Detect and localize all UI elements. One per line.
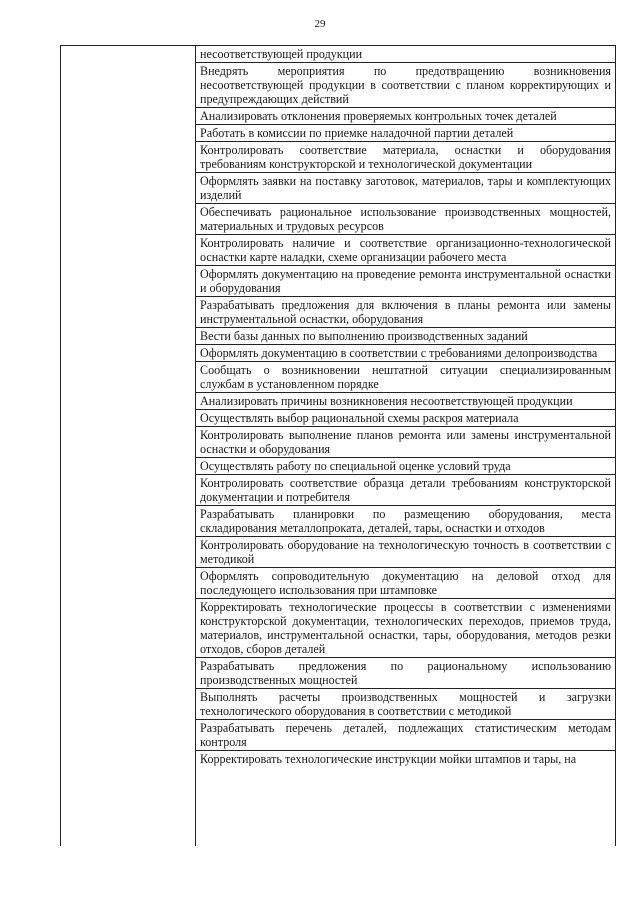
- table-row: Работать в комиссии по приемке наладочной партии деталей: [196, 125, 615, 142]
- table-row: Разрабатывать перечень деталей, подлежащих статистическим методам контроля: [196, 720, 615, 751]
- table-row: Разрабатывать планировки по размещению оборудования, места складирования металлопроката, деталей, тары, оснастки и отходов: [196, 506, 615, 537]
- table-row: Корректировать технологические инструкции мойки штампов и тары, на: [200, 752, 577, 766]
- table-row: Выполнять расчеты производственных мощностей и загрузки технологического оборудования в соответствии с методикой: [196, 689, 615, 720]
- table-row: Разрабатывать предложения для включения в планы ремонта или замены инструментальной оснастки, оборудования: [196, 297, 615, 328]
- table-row: Осуществлять работу по специальной оценке условий труда: [196, 458, 615, 475]
- table-right-column: [196, 46, 615, 846]
- table-row: Обеспечивать рациональное использование производственных мощностей, материальных и трудовых ресурсов: [196, 204, 615, 235]
- table-row: Корректировать технологические процессы в соответствии с изменениями конструкторской документации, технологических переходов, приемов труда, материалов, инструментальной оснастки, тары, оборудования, методов резки отходов, сборов деталей: [196, 599, 615, 658]
- table-row: Контролировать соответствие образца детали требованиям конструкторской документации и потребителя: [196, 475, 615, 506]
- table-row: Оформлять сопроводительную документацию на деловой отход для последующего использования при штамповке: [196, 568, 615, 599]
- table-row: Оформлять документацию на проведение ремонта инструментальной оснастки и оборудования: [196, 266, 615, 297]
- table-row: Контролировать оборудование на технологическую точность в соответствии с методикой: [196, 537, 615, 568]
- table-row: Анализировать причины возникновения несоответствующей продукции: [196, 393, 615, 410]
- table-row: Сообщать о возникновении нештатной ситуации специализированным службам в установленном порядке: [196, 362, 615, 393]
- table-row: Вести базы данных по выполнению производственных заданий: [196, 328, 615, 345]
- table-row: Осуществлять выбор рациональной схемы раскроя материала: [196, 410, 615, 427]
- table-row: Оформлять заявки на поставку заготовок, материалов, тары и комплектующих изделий: [196, 173, 615, 204]
- table-row: Контролировать соответствие материала, оснастки и оборудования требованиям конструкторской и технологической документации: [196, 142, 615, 173]
- page-number: 29: [314, 18, 326, 30]
- table-row: Оформлять документацию в соответствии с требованиями делопроизводства: [196, 345, 615, 362]
- table-left-column: [61, 46, 196, 846]
- labor-functions-table: [60, 45, 616, 846]
- table-row: Анализировать отклонения проверяемых контрольных точек деталей: [196, 108, 615, 125]
- table-row: Разрабатывать предложения по рациональному использованию производственных мощностей: [196, 658, 615, 689]
- table-row: несоответствующей продукции: [196, 46, 615, 63]
- table-row: Внедрять мероприятия по предотвращению возникновения несоответствующей продукции в соответствии с планом корректирующих и предупреждающих действий: [196, 63, 615, 108]
- table-row: Контролировать наличие и соответствие организационно-технологической оснастки карте наладки, схеме организации рабочего места: [196, 235, 615, 266]
- table-row: Контролировать выполнение планов ремонта или замены инструментальной оснастки и оборудования: [196, 427, 615, 458]
